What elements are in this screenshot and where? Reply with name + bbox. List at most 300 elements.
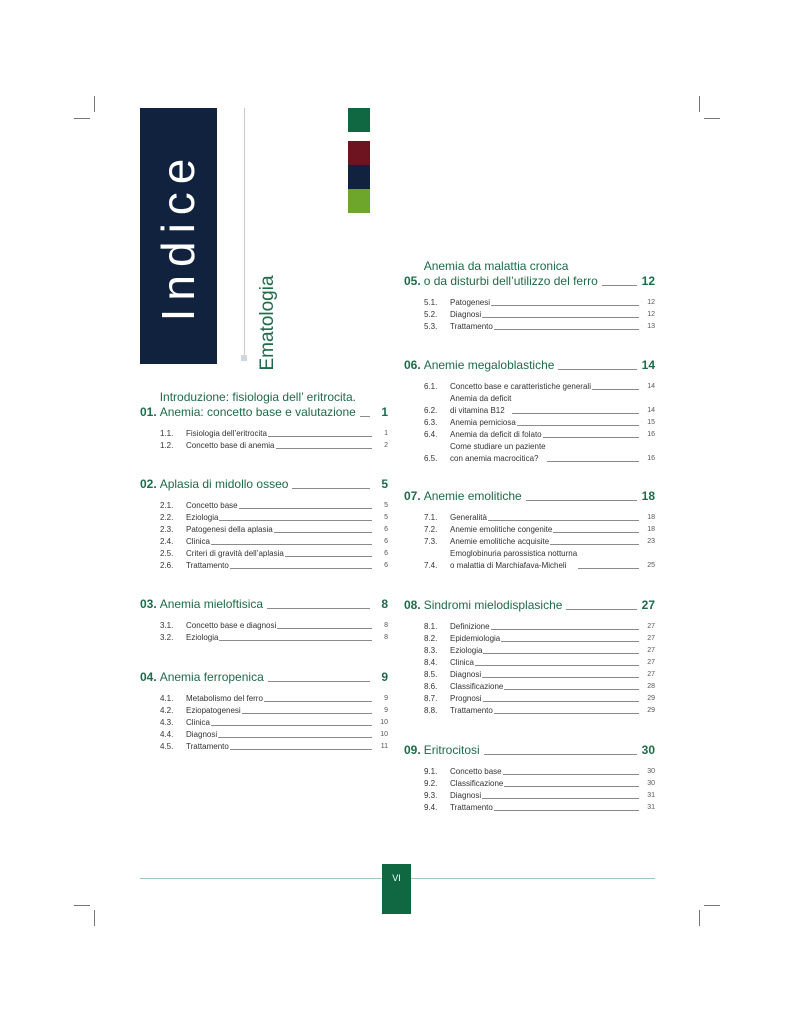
- item-number: 8.5.: [424, 670, 438, 679]
- item-title-line: Diagnosi: [450, 310, 482, 319]
- item-number: 8.2.: [424, 634, 438, 643]
- section-page: 8: [381, 597, 388, 611]
- item-title: [450, 524, 552, 536]
- toc-item[interactable]: [404, 657, 655, 669]
- toc-item[interactable]: [404, 524, 655, 536]
- item-title-line: Clinica: [186, 537, 211, 546]
- toc-item[interactable]: [140, 693, 388, 705]
- leader-line: [268, 681, 370, 682]
- item-number: 9.4.: [424, 803, 438, 812]
- leader-line: [482, 317, 639, 318]
- section-title: [424, 598, 563, 613]
- item-page: 16: [647, 431, 655, 438]
- section-heading[interactable]: [140, 477, 388, 492]
- item-number: 7.4.: [424, 561, 438, 570]
- swatch-green: [348, 108, 370, 132]
- crop-mark: [699, 910, 700, 926]
- section-title-line: o da disturbi dell’utilizzo del ferro: [423, 274, 598, 288]
- item-page: 30: [647, 768, 655, 775]
- toc-item[interactable]: [404, 548, 655, 572]
- toc-item[interactable]: [140, 705, 388, 717]
- leader-line: [488, 520, 639, 521]
- section-title-line: Eritrocitosi: [423, 743, 480, 757]
- section-title-line: Anemie megaloblastiche: [423, 358, 555, 372]
- item-page: 6: [384, 526, 388, 533]
- section-title-line: Anemia da malattia cronica: [423, 259, 569, 273]
- item-page: 27: [647, 647, 655, 654]
- toc-item[interactable]: [404, 297, 655, 309]
- item-title-line: Trattamento: [450, 322, 493, 331]
- item-title: [450, 309, 481, 321]
- item-title: [450, 548, 577, 572]
- item-page: 9: [384, 695, 388, 702]
- leader-line: [264, 701, 372, 702]
- toc-item[interactable]: [404, 429, 655, 441]
- leader-line: [550, 544, 639, 545]
- toc-section: [404, 358, 655, 465]
- toc-item[interactable]: [404, 693, 655, 705]
- subsection-list: [404, 766, 655, 814]
- item-title: [186, 536, 210, 548]
- item-number: 4.5.: [160, 742, 174, 751]
- toc-item[interactable]: [404, 621, 655, 633]
- item-title-line: Trattamento: [186, 742, 229, 751]
- item-title: [450, 681, 503, 693]
- toc-item[interactable]: [404, 681, 655, 693]
- subsection-list: [404, 512, 655, 572]
- leader-line: [219, 520, 372, 521]
- item-page: 12: [647, 299, 655, 306]
- item-number: 2.1.: [160, 501, 174, 510]
- divider-line: [244, 108, 245, 358]
- leader-line: [494, 810, 639, 811]
- leader-line: [239, 508, 372, 509]
- item-number: 6.4.: [424, 430, 438, 439]
- section-number: 01.: [140, 405, 157, 419]
- item-page: 27: [647, 671, 655, 678]
- section-title: [160, 670, 264, 685]
- toc-item[interactable]: [140, 500, 388, 512]
- item-title: [450, 512, 487, 524]
- item-title: [450, 669, 481, 681]
- item-page: 18: [647, 514, 655, 521]
- leader-line: [526, 500, 637, 501]
- item-number: 9.2.: [424, 779, 438, 788]
- toc-section: [404, 259, 655, 333]
- item-page: 27: [647, 623, 655, 630]
- item-title: [186, 524, 273, 536]
- item-title-line: Anemie emolitiche congenite: [450, 525, 553, 534]
- item-page: 12: [647, 311, 655, 318]
- section-heading[interactable]: [404, 358, 655, 373]
- item-page: 27: [647, 635, 655, 642]
- item-title-line: Definizione: [450, 622, 490, 631]
- item-title-line: Metabolismo del ferro: [186, 694, 263, 703]
- item-number: 2.4.: [160, 537, 174, 546]
- subsection-list: [140, 428, 388, 452]
- section-heading[interactable]: [140, 670, 388, 685]
- item-title: [450, 417, 516, 429]
- section-page: 30: [641, 743, 655, 757]
- item-title: [450, 693, 482, 705]
- item-title-line: Diagnosi: [450, 670, 482, 679]
- item-number: 6.2.: [424, 406, 438, 415]
- item-title: [186, 717, 210, 729]
- item-title: [186, 620, 276, 632]
- toc-item[interactable]: [140, 560, 388, 572]
- item-page: 11: [380, 743, 388, 750]
- section-number: 02.: [140, 477, 157, 491]
- section-number: 09.: [404, 743, 421, 757]
- leader-line: [242, 713, 372, 714]
- leader-line: [547, 461, 639, 462]
- toc-item[interactable]: [140, 620, 388, 632]
- item-title: [450, 778, 503, 790]
- item-title: [186, 693, 263, 705]
- item-number: 2.5.: [160, 549, 174, 558]
- leader-line: [602, 285, 637, 286]
- subsection-list: [404, 621, 655, 717]
- swatch-lime: [348, 189, 370, 213]
- section-number: 07.: [404, 489, 421, 503]
- item-title: [450, 297, 490, 309]
- leader-line: [558, 369, 637, 370]
- crop-mark: [74, 905, 90, 906]
- item-title: [450, 393, 511, 417]
- item-number: 8.8.: [424, 706, 438, 715]
- item-number: 8.7.: [424, 694, 438, 703]
- item-title: [450, 381, 591, 393]
- leader-line: [267, 608, 370, 609]
- leader-line: [592, 389, 639, 390]
- section-page: 5: [381, 477, 388, 491]
- item-page: 31: [647, 792, 655, 799]
- item-title: [186, 560, 229, 572]
- item-page: 23: [647, 538, 655, 545]
- toc-section: [140, 670, 388, 753]
- toc-item[interactable]: [404, 536, 655, 548]
- item-title: [186, 705, 241, 717]
- section-page: 27: [641, 598, 655, 612]
- item-title-line: Trattamento: [186, 561, 229, 570]
- leader-line: [504, 786, 639, 787]
- section-title-line: Anemia ferropenica: [159, 670, 264, 684]
- crop-mark: [704, 118, 720, 119]
- toc-item[interactable]: [404, 790, 655, 802]
- item-page: 28: [647, 683, 655, 690]
- leader-line: [277, 628, 372, 629]
- item-title-line: Anemia perniciosa: [450, 418, 516, 427]
- item-title: [450, 321, 493, 333]
- leader-line: [494, 329, 639, 330]
- section-title: [424, 358, 555, 373]
- item-title-line: Concetto base: [450, 767, 502, 776]
- toc-item[interactable]: [140, 428, 388, 440]
- section-page: 1: [381, 405, 388, 419]
- section-heading[interactable]: [140, 597, 388, 612]
- leader-line: [360, 416, 370, 417]
- toc-section: [404, 598, 655, 717]
- item-page: 10: [380, 731, 388, 738]
- swatch-navy: [348, 165, 370, 189]
- toc-item[interactable]: [140, 741, 388, 753]
- item-title: [450, 429, 542, 441]
- page-title: Indice: [152, 150, 204, 322]
- toc-item[interactable]: [140, 729, 388, 741]
- item-page: 8: [384, 634, 388, 641]
- section-number: 03.: [140, 597, 157, 611]
- item-title-line: Concetto base e diagnosi: [186, 621, 277, 630]
- item-number: 8.1.: [424, 622, 438, 631]
- item-title-line: Generalità: [450, 513, 487, 522]
- section-title-line: Anemia mieloftisica: [159, 597, 264, 611]
- item-number: 2.3.: [160, 525, 174, 534]
- item-page: 14: [647, 383, 655, 390]
- item-number: 4.1.: [160, 694, 174, 703]
- leader-line: [517, 425, 639, 426]
- item-title-line: Eziologia: [450, 646, 483, 655]
- item-title-line: Trattamento: [450, 706, 493, 715]
- item-title-line: Concetto base e caratteristiche generali: [450, 382, 591, 391]
- crop-mark: [94, 910, 95, 926]
- toc-item[interactable]: [404, 321, 655, 333]
- section-title: [424, 743, 480, 758]
- leader-line: [512, 413, 639, 414]
- item-number: 4.3.: [160, 718, 174, 727]
- subsection-list: [404, 297, 655, 333]
- item-page: 6: [384, 538, 388, 545]
- item-number: 3.1.: [160, 621, 174, 630]
- subsection-list: [140, 620, 388, 644]
- item-title-line: o malattia di Marchiafava-Micheli: [450, 561, 567, 570]
- item-title-line: Patogenesi della aplasia: [186, 525, 273, 534]
- item-page: 30: [647, 780, 655, 787]
- item-number: 7.2.: [424, 525, 438, 534]
- section-title: [424, 489, 522, 504]
- toc-section: [140, 477, 388, 572]
- item-page: 29: [647, 707, 655, 714]
- item-title: [186, 632, 218, 644]
- section-number: 05.: [404, 274, 421, 288]
- leader-line: [230, 749, 372, 750]
- section-title: [424, 259, 598, 289]
- leader-line: [218, 737, 372, 738]
- swatch-red: [348, 141, 370, 165]
- item-title: [186, 729, 217, 741]
- crop-mark: [94, 96, 95, 112]
- section-page: 18: [641, 489, 655, 503]
- item-title: [450, 645, 482, 657]
- toc-item[interactable]: [404, 645, 655, 657]
- toc-section: [404, 743, 655, 814]
- toc-item[interactable]: [140, 440, 388, 452]
- item-page: 25: [647, 562, 655, 569]
- item-title-line: Anemia da deficit di folato: [450, 430, 542, 439]
- toc-item[interactable]: [404, 778, 655, 790]
- item-title: [186, 440, 275, 452]
- item-number: 9.1.: [424, 767, 438, 776]
- toc-item[interactable]: [404, 393, 655, 417]
- item-title-line: Eziologia: [186, 633, 219, 642]
- item-number: 9.3.: [424, 791, 438, 800]
- toc-item[interactable]: [140, 536, 388, 548]
- item-title-line: Eziologia: [186, 513, 219, 522]
- item-title: [450, 657, 474, 669]
- item-page: 27: [647, 659, 655, 666]
- leader-line: [483, 653, 639, 654]
- section-number: 04.: [140, 670, 157, 684]
- item-title-line: con anemia macrocitica?: [450, 454, 539, 463]
- page-number: VI: [382, 864, 411, 914]
- leader-line: [483, 701, 639, 702]
- item-number: 6.3.: [424, 418, 438, 427]
- leader-line: [285, 556, 372, 557]
- item-number: 1.2.: [160, 441, 174, 450]
- item-title-line: Clinica: [450, 658, 475, 667]
- toc-item[interactable]: [404, 669, 655, 681]
- footer-line: [140, 878, 382, 879]
- section-heading[interactable]: [404, 489, 655, 504]
- item-page: 29: [647, 695, 655, 702]
- toc-item[interactable]: [404, 381, 655, 393]
- section-heading[interactable]: [140, 390, 388, 420]
- item-number: 1.1.: [160, 429, 174, 438]
- leader-line: [503, 774, 639, 775]
- item-title-line: Criteri di gravità dell’aplasia: [186, 549, 284, 558]
- item-title-line: Emoglobinuria parossistica notturna: [450, 549, 578, 558]
- item-title: [450, 790, 481, 802]
- item-page: 31: [647, 804, 655, 811]
- toc-item[interactable]: [140, 512, 388, 524]
- item-number: 3.2.: [160, 633, 174, 642]
- toc-item[interactable]: [140, 632, 388, 644]
- item-number: 8.6.: [424, 682, 438, 691]
- section-heading[interactable]: [404, 598, 655, 613]
- subsection-list: [404, 381, 655, 465]
- item-title: [186, 512, 218, 524]
- subsection-list: [140, 500, 388, 572]
- item-page: 2: [384, 442, 388, 449]
- toc-item[interactable]: [404, 309, 655, 321]
- toc-item[interactable]: [404, 633, 655, 645]
- item-number: 8.4.: [424, 658, 438, 667]
- item-page: 6: [384, 562, 388, 569]
- item-page: 5: [384, 502, 388, 509]
- item-title: [450, 633, 500, 645]
- item-title: [450, 621, 490, 633]
- section-number: 08.: [404, 598, 421, 612]
- toc-item[interactable]: [404, 441, 655, 465]
- item-number: 6.1.: [424, 382, 438, 391]
- item-number: 8.3.: [424, 646, 438, 655]
- leader-line: [211, 544, 372, 545]
- leader-line: [566, 609, 637, 610]
- section-heading[interactable]: [404, 743, 655, 758]
- item-title-line: Anemia da deficit: [450, 394, 512, 403]
- leader-line: [553, 532, 639, 533]
- item-title: [186, 741, 229, 753]
- item-title-line: Classificazione: [450, 779, 504, 788]
- item-title: [186, 548, 284, 560]
- item-number: 6.5.: [424, 454, 438, 463]
- toc-item[interactable]: [404, 512, 655, 524]
- item-page: 18: [647, 526, 655, 533]
- leader-line: [274, 532, 372, 533]
- item-title-line: Concetto base di anemia: [186, 441, 275, 450]
- section-number: 06.: [404, 358, 421, 372]
- leader-line: [504, 689, 639, 690]
- leader-line: [292, 488, 370, 489]
- section-title-line: Anemie emolitiche: [423, 489, 522, 503]
- toc-section: [404, 489, 655, 572]
- toc-item[interactable]: [140, 524, 388, 536]
- item-title: [450, 705, 493, 717]
- leader-line: [494, 713, 639, 714]
- toc-item[interactable]: [140, 548, 388, 560]
- toc-item[interactable]: [404, 766, 655, 778]
- leader-line: [482, 798, 639, 799]
- divider-square: [241, 355, 247, 361]
- crop-mark: [699, 96, 700, 112]
- item-title: [450, 536, 549, 548]
- section-title-line: Introduzione: fisiologia dell’ eritrocita.: [159, 390, 357, 404]
- item-title-line: Classificazione: [450, 682, 504, 691]
- section-title: [160, 477, 289, 492]
- item-title-line: Diagnosi: [186, 730, 218, 739]
- item-title-line: Concetto base: [186, 501, 238, 510]
- item-number: 4.2.: [160, 706, 174, 715]
- toc-item[interactable]: [404, 417, 655, 429]
- item-title: [450, 802, 493, 814]
- leader-line: [482, 677, 639, 678]
- item-page: 8: [384, 622, 388, 629]
- leader-line: [230, 568, 372, 569]
- leader-line: [276, 448, 373, 449]
- section-page: 9: [381, 670, 388, 684]
- item-page: 6: [384, 550, 388, 557]
- leader-line: [219, 640, 372, 641]
- item-page: 1: [384, 430, 388, 437]
- toc-item[interactable]: [404, 802, 655, 814]
- item-number: 5.2.: [424, 310, 438, 319]
- toc-item[interactable]: [140, 717, 388, 729]
- toc-section: [140, 597, 388, 644]
- item-page: 13: [647, 323, 655, 330]
- crop-mark: [704, 905, 720, 906]
- item-number: 2.2.: [160, 513, 174, 522]
- leader-line: [475, 665, 639, 666]
- item-title: [450, 441, 546, 465]
- item-title-line: Patogenesi: [450, 298, 491, 307]
- section-title: [160, 597, 263, 612]
- toc-item[interactable]: [404, 705, 655, 717]
- leader-line: [491, 305, 639, 306]
- item-title-line: Clinica: [186, 718, 211, 727]
- section-heading[interactable]: [404, 259, 655, 289]
- item-number: 7.3.: [424, 537, 438, 546]
- item-page: 9: [384, 707, 388, 714]
- item-title-line: Epidemiologia: [450, 634, 501, 643]
- footer-line: [411, 878, 655, 879]
- item-number: 5.1.: [424, 298, 438, 307]
- section-page: 12: [641, 274, 655, 288]
- item-title-line: Eziopatogenesi: [186, 706, 241, 715]
- leader-line: [484, 754, 637, 755]
- item-page: 14: [647, 407, 655, 414]
- item-page: 16: [647, 455, 655, 462]
- item-title-line: Diagnosi: [450, 791, 482, 800]
- item-number: 4.4.: [160, 730, 174, 739]
